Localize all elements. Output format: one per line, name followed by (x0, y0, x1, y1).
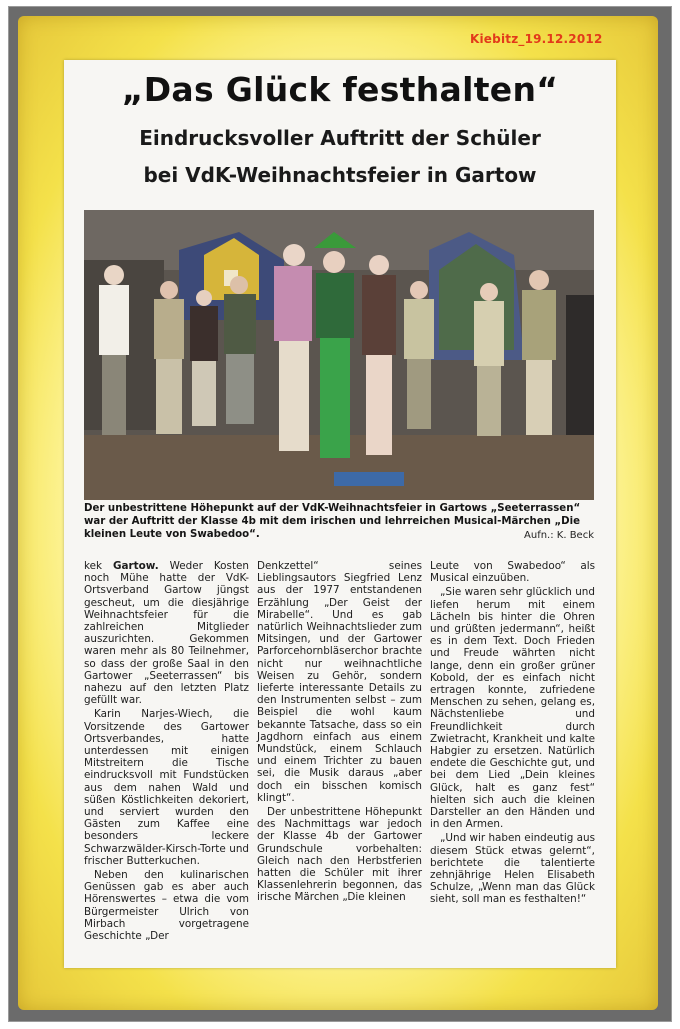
article-paragraph (84, 560, 249, 706)
article-body (84, 560, 596, 960)
article-paragraph: „Und wir haben eindeutig aus diesem Stück etwas gelernt“, berichtete die talentierte zehnjährige Helen Elisabeth Schulze, „Wenn man das Glück sieht, soll man es festhalten!“ (430, 832, 595, 906)
article-paragraph: Der unbestrittene Höhepunkt des Nachmittags war jedoch der Klasse 4b der Gartower Grundschule vorbehalten: Gleich nach den Herbstferien hatten die Schüler mit ihrer Klassenlehrerin begonnen, das irische Märchen „Die kleinen (257, 806, 422, 904)
headline: „Das Glück festhalten“ (121, 70, 559, 109)
article-paragraph: Neben den kulinarischen Genüssen gab es aber auch Hörenswertes – etwa die vom Bürgermeister Ulrich von Mirbach vorgetragene Geschichte „Der (84, 869, 249, 943)
paragraph-text: Weder Kosten noch Mühe hatte der VdK-Ortsverband Gartow jüngst gescheut, um die diesjährige Weihnachtsfeier für die zahlreichen Mitglieder auszurichten. Gekommen waren mehr als 80 Teilnehmer, so dass der große Saal in den Gartower „Seeterrassen“ bis nahezu auf den letzten Platz gefüllt war. (84, 560, 250, 707)
dateline-prefix: kek (84, 560, 114, 572)
article-paragraph: „Sie waren sehr glücklich und liefen herum mit einem Lächeln bis hinter die Ohren und grüßten jedermann“, heißt es in dem Text. Doch Frieden und Freude währten nicht lange, denn ein großer grüner Kobold, der es einfach nicht ertragen konnte, zufriedene Menschen zu sehen, gelang es, Nächstenliebe und Freundlichkeit durch Zwietracht, Krankheit und kalte Habgier zu ersetzen. Natürlich endete die Geschichte gut, und bei dem Lied „Dein kleines Glück, halt es ganz fest“ hielten sich auch die kleinen Darsteller an den Händen und in den Armen. (430, 586, 595, 831)
photo-caption: Der unbestrittene Höhepunkt auf der VdK-Weihnachtsfeier in Gartows „Seeterrassen“ war der Auftritt der Klasse 4b mit dem irischen und lehrreichen Musical-Märchen „Die kleinen Leute von Swabedoo“. (84, 503, 581, 540)
article-column-2 (257, 560, 422, 960)
stage-photo-illustration (84, 210, 594, 500)
article-column-1 (84, 560, 249, 960)
article-paragraph: Karin Narjes-Wiech, die Vorsitzende des Gartower Ortsverbandes, hatte unterdessen mit einigen Mitstreitern die Tische eindrucksvoll mit Fundstücken aus dem nahen Wald und süßen Köstlichkeiten dekoriert, und serviert wurden den Gästen zum Kaffee eine besonders leckere Schwarzwälder-Kirsch-Torte und frischer Butterkuchen. (84, 708, 249, 867)
date-stamp: Kiebitz_19.12.2012 (470, 32, 603, 46)
stage-photo (84, 210, 594, 500)
article-paragraph: Leute von Swabedoo“ als Musical einzuüben. (430, 560, 595, 585)
photo-credit: Aufn.: K. Beck (524, 530, 594, 541)
dateline: Gartow. (113, 560, 159, 572)
subheadline-line-2: bei VdK-Weihnachtsfeier in Gartow (143, 163, 537, 187)
subheadline-line-1: Eindrucksvoller Auftritt der Schüler (139, 126, 541, 150)
article-paragraph: Denkzettel“ seines Lieblingsautors Siegfried Lenz aus der 1977 entstandenen Erzählung „Der Geist der Mirabelle“. Und es gab natürlich Weihnachtslieder zum Mitsingen, und der Gartower Parforcehornbläserchor brachte nicht nur weihnachtliche Weisen zu Gehör, sondern lieferte interessante Details zu den Instrumenten selbst – zum Beispiel die wohl kaum bekannte Tatsache, dass so ein Jagdhorn einfach aus einem Mundstück, einem Schlauch und einem Trichter zu bauen sei, die Musik daraus „aber doch ein bisschen komisch klingt“. (257, 560, 422, 804)
newspaper-clipping (64, 60, 616, 968)
article-column-3 (430, 560, 595, 960)
